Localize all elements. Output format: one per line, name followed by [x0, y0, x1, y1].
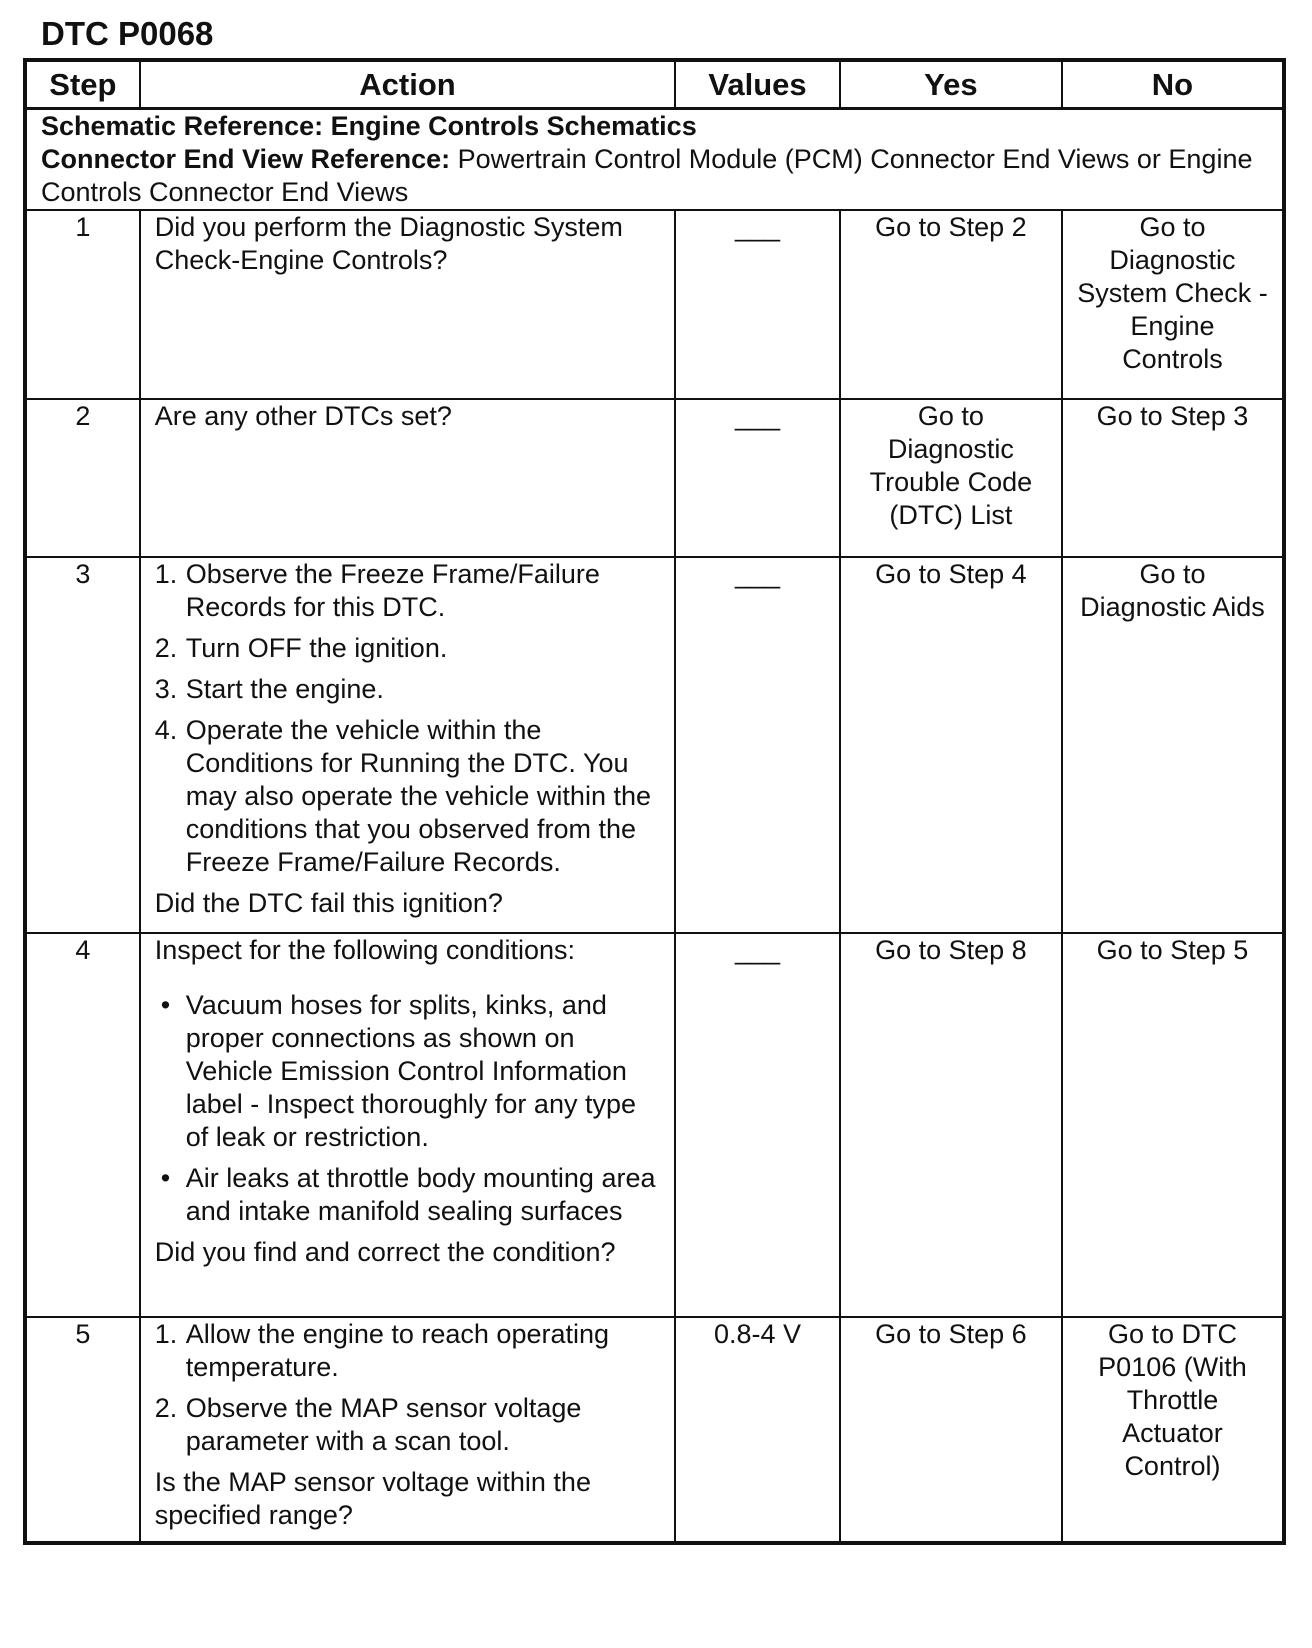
connector-reference — [41, 143, 1268, 209]
action-cell — [140, 1317, 675, 1543]
action-question: Is the MAP sensor voltage within the specified range? — [154, 1467, 591, 1530]
step-number: 3 — [25, 557, 140, 933]
action-question: Are any other DTCs set? — [154, 401, 452, 431]
list-number: 4. — [154, 715, 178, 745]
list-item — [155, 1392, 660, 1458]
connector-reference-text: Powertrain Control Module (PCM) Connector End Views or Engine Controls Connector End Views — [41, 144, 1253, 207]
table-row — [25, 399, 1284, 557]
values-cell: 0.8-4 V — [675, 1317, 840, 1543]
action-cell — [140, 933, 675, 1317]
yes-cell: Go to Step 8 — [840, 933, 1062, 1317]
action-cell — [140, 210, 675, 399]
connector-reference-label: Connector End View Reference: — [41, 144, 451, 174]
list-text: Observe the Freeze Frame/Failure Records for this DTC. — [185, 559, 600, 622]
list-text: Observe the MAP sensor voltage parameter with a scan tool. — [185, 1393, 582, 1456]
yes-cell: Go to Step 6 — [840, 1317, 1062, 1543]
header-row — [25, 60, 1284, 109]
list-text: Start the engine. — [185, 674, 384, 704]
table-row — [25, 210, 1284, 399]
action-cell — [140, 557, 675, 933]
header-step: Step — [25, 60, 140, 109]
bullet-icon: • — [160, 990, 171, 1020]
header-no: No — [1062, 60, 1284, 109]
values-cell: ___ — [675, 399, 840, 557]
action-question: Did you find and correct the condition? — [154, 1237, 616, 1267]
list-item — [155, 1162, 660, 1228]
schematic-reference: Schematic Reference: Engine Controls Schematics — [41, 111, 697, 141]
no-cell: Go to Step 3 — [1062, 399, 1284, 557]
reference-cell — [25, 109, 1284, 211]
list-text: Turn OFF the ignition. — [185, 633, 448, 663]
no-cell: Go to Diagnostic System Check - Engine Controls — [1062, 210, 1284, 399]
table-row — [25, 557, 1284, 933]
page-title: DTC P0068 — [41, 15, 214, 52]
yes-cell: Go to Diagnostic Trouble Code (DTC) List — [840, 399, 1062, 557]
list-item — [155, 558, 660, 624]
list-text: Operate the vehicle within the Conditions for Running the DTC. You may also operate the vehicle within the conditions that you observed from the Freeze Frame/Failure Records. — [185, 715, 651, 877]
list-text: Allow the engine to reach operating temperature. — [185, 1319, 610, 1382]
header-action: Action — [140, 60, 675, 109]
action-question: Did the DTC fail this ignition? — [154, 888, 503, 918]
list-number: 3. — [154, 674, 178, 704]
list-number: 1. — [154, 559, 178, 589]
step-number: 2 — [25, 399, 140, 557]
list-text: Air leaks at throttle body mounting area and intake manifold sealing surfaces — [185, 1163, 656, 1226]
yes-cell: Go to Step 2 — [840, 210, 1062, 399]
action-intro: Inspect for the following conditions: — [154, 935, 575, 965]
no-cell: Go to Step 5 — [1062, 933, 1284, 1317]
list-number: 2. — [154, 633, 178, 663]
list-number: 2. — [154, 1393, 178, 1423]
list-number: 1. — [154, 1319, 178, 1349]
step-number: 5 — [25, 1317, 140, 1543]
table-row — [25, 1317, 1284, 1543]
bullet-icon: • — [160, 1163, 171, 1193]
action-cell — [140, 399, 675, 557]
list-item — [155, 989, 660, 1154]
values-cell: ___ — [675, 933, 840, 1317]
list-item — [155, 632, 660, 665]
header-yes: Yes — [840, 60, 1062, 109]
reference-row — [25, 109, 1284, 211]
step-number: 1 — [25, 210, 140, 399]
yes-cell: Go to Step 4 — [840, 557, 1062, 933]
values-cell: ___ — [675, 557, 840, 933]
table-row — [25, 933, 1284, 1317]
no-cell: Go to Diagnostic Aids — [1062, 557, 1284, 933]
action-question: Did you perform the Diagnostic System Check-Engine Controls? — [154, 212, 623, 275]
list-item — [155, 714, 660, 879]
values-cell: ___ — [675, 210, 840, 399]
header-values: Values — [675, 60, 840, 109]
list-item — [155, 1318, 660, 1384]
list-text: Vacuum hoses for splits, kinks, and proper connections as shown on Vehicle Emission Control Information label - Inspect thoroughly for any type of leak or restriction. — [185, 990, 636, 1152]
step-number: 4 — [25, 933, 140, 1317]
diagnostic-table — [23, 58, 1286, 1545]
no-cell: Go to DTC P0106 (With Throttle Actuator Control) — [1062, 1317, 1284, 1543]
list-item — [155, 673, 660, 706]
